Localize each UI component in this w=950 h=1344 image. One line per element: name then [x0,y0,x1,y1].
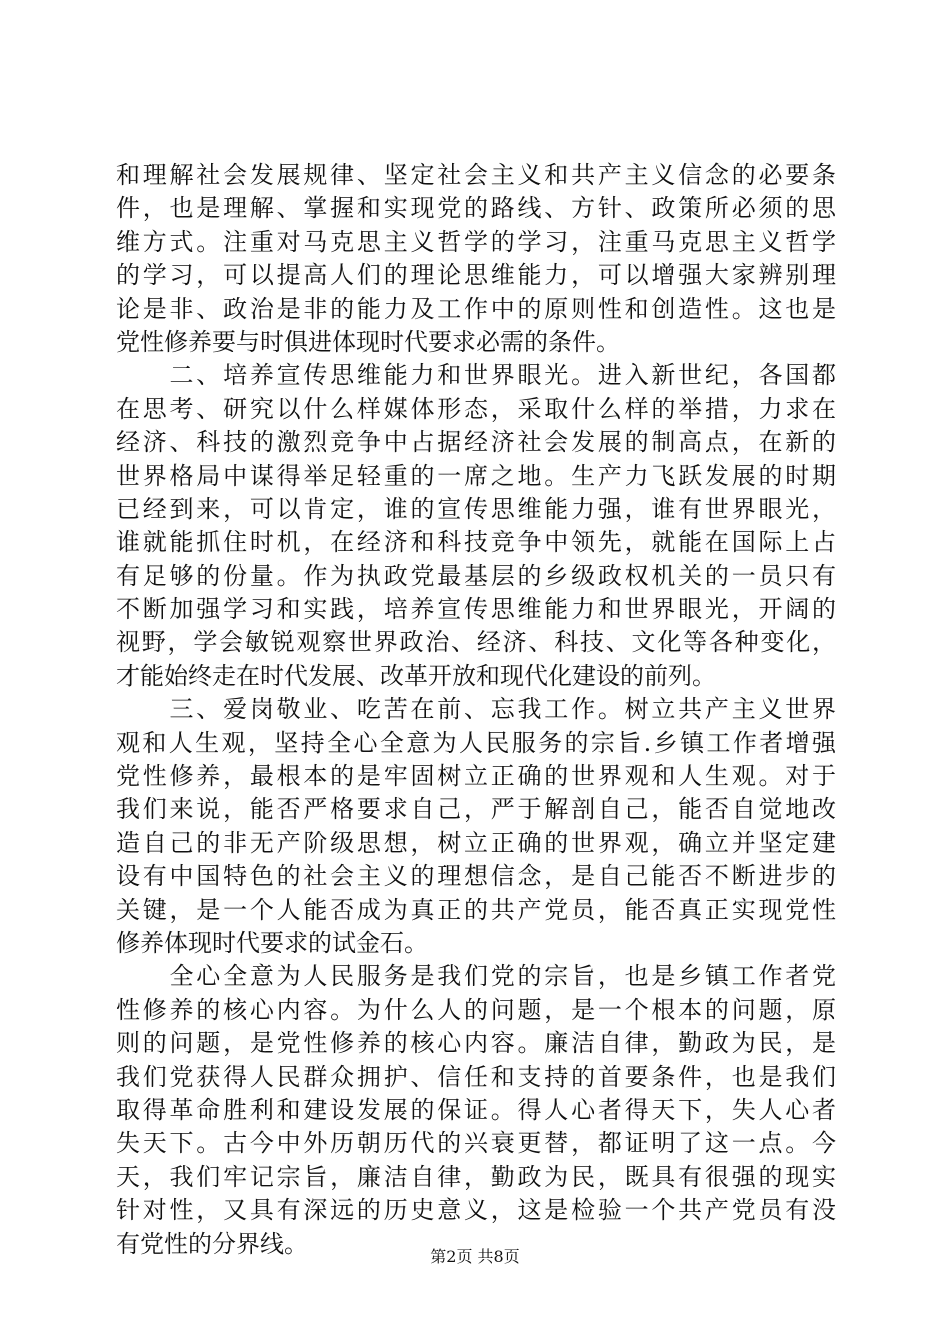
text-line: 维方式。注重对马克思主义哲学的学习，注重马克思主义哲学 [116,227,836,256]
text-line: 党性修养，最根本的是牢固树立正确的世界观和人生观。对于 [116,762,836,791]
text-line: 性修养的核心内容。为什么人的问题，是一个根本的问题，原 [116,995,836,1024]
text-line: 造自己的非无产阶级思想，树立正确的世界观，确立并坚定建 [116,828,836,857]
text-line: 全心全意为人民服务是我们党的宗旨，也是乡镇工作者党 [116,962,836,991]
text-line: 和理解社会发展规律、坚定社会主义和共产主义信念的必要条 [116,161,836,189]
text-line: 失天下。古今中外历朝历代的兴衰更替，都证明了这一点。今 [116,1129,836,1158]
body-text [116,159,836,1261]
text-line: 有党性的分界线。 [116,1229,308,1258]
text-line: 设有中国特色的社会主义的理想信念，是自己能否不断进步的 [116,862,836,891]
text-line: 天，我们牢记宗旨，廉洁自律，勤政为民，既具有很强的现实 [116,1162,836,1191]
text-line: 党性修养要与时俱进体现时代要求必需的条件。 [116,327,620,356]
text-line: 经济、科技的激烈竞争中占据经济社会发展的制高点，在新的 [116,428,836,457]
text-line: 二、培养宣传思维能力和世界眼光。进入新世纪，各国都 [116,361,836,390]
page-footer: 第2页 共8页 [430,1247,520,1266]
text-line: 取得革命胜利和建设发展的保证。得人心者得天下，失人心者 [116,1095,836,1124]
text-line: 我们来说，能否严格要求自己，严于解剖自己，能否自觉地改 [116,795,836,824]
text-line: 件，也是理解、掌握和实现党的路线、方针、政策所必须的思 [116,194,836,223]
text-line: 的学习，可以提高人们的理论思维能力，可以增强大家辨别理 [116,261,836,290]
text-line: 才能始终走在时代发展、改革开放和现代化建设的前列。 [116,661,716,690]
text-line: 针对性，又具有深远的历史意义，这是检验一个共产党员有没 [116,1196,836,1225]
text-line: 三、爱岗敬业、吃苦在前、忘我工作。树立共产主义世界 [116,695,836,724]
text-line: 谁就能抓住时机，在经济和科技竞争中领先，就能在国际上占 [116,528,836,557]
text-line: 我们党获得人民群众拥护、信任和支持的首要条件，也是我们 [116,1062,836,1091]
text-line: 论是非、政治是非的能力及工作中的原则性和创造性。这也是 [116,294,836,323]
text-line: 有足够的份量。作为执政党最基层的乡级政权机关的一员只有 [116,561,836,590]
text-line: 观和人生观，坚持全心全意为人民服务的宗旨.乡镇工作者增强 [116,728,836,757]
text-line: 已经到来，可以肯定，谁的宣传思维能力强，谁有世界眼光， [116,494,836,523]
text-line: 关键，是一个人能否成为真正的共产党员，能否真正实现党性 [116,895,836,924]
text-line: 在思考、研究以什么样媒体形态，采取什么样的举措，力求在 [116,394,836,423]
text-line: 修养体现时代要求的试金石。 [116,928,428,957]
text-line: 不断加强学习和实践，培养宣传思维能力和世界眼光，开阔的 [116,595,836,624]
text-line: 世界格局中谋得举足轻重的一席之地。生产力飞跃发展的时期 [116,461,836,490]
text-line: 视野，学会敏锐观察世界政治、经济、科技、文化等各种变化， [116,628,836,657]
text-line: 则的问题，是党性修养的核心内容。廉洁自律，勤政为民，是 [116,1029,836,1058]
